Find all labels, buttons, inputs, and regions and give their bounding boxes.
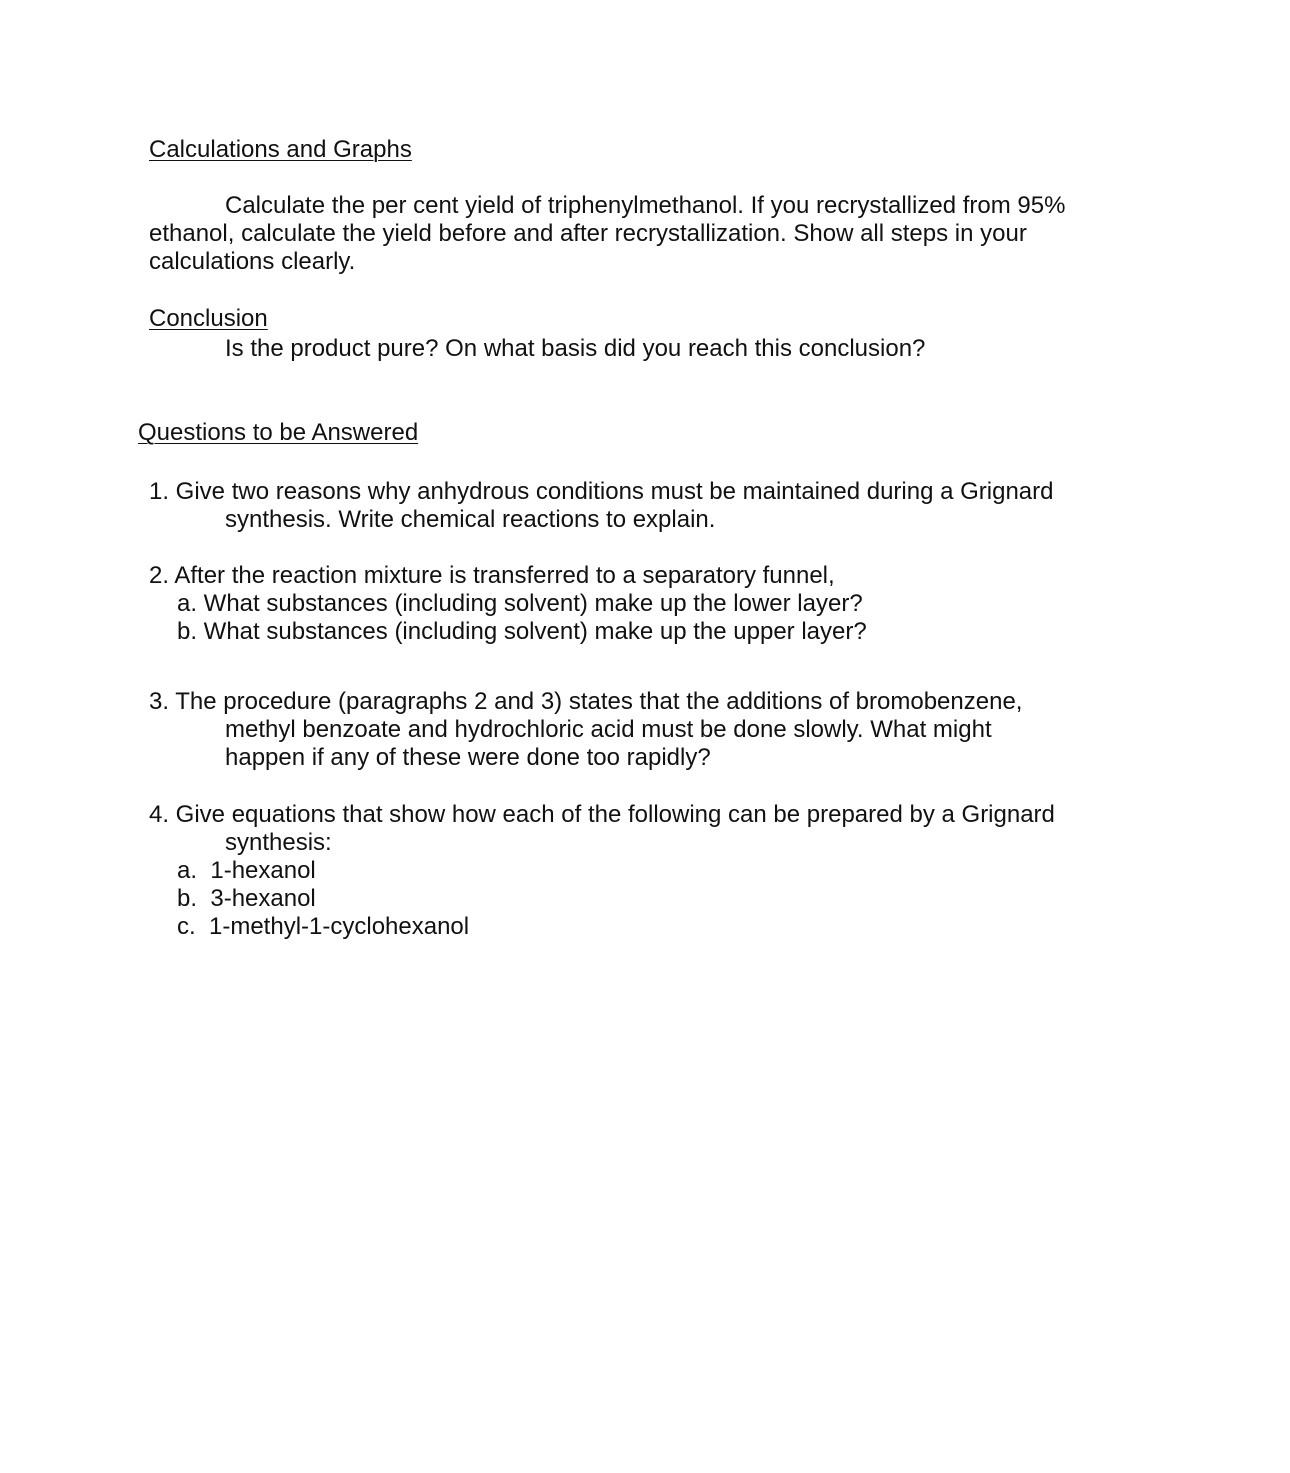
calculations-paragraph-line-1: Calculate the per cent yield of triphenylmethanol. If you recrystallized from 95% <box>225 192 1066 219</box>
question-4-line-1: 4. Give equations that show how each of the following can be prepared by a Grignard <box>149 801 1055 828</box>
question-3-line-3: happen if any of these were done too rapidly? <box>225 744 711 771</box>
question-3-line-1: 3. The procedure (paragraphs 2 and 3) states that the additions of bromobenzene, <box>149 688 1023 715</box>
question-1-line-1: 1. Give two reasons why anhydrous conditions must be maintained during a Grignard <box>149 478 1054 505</box>
question-2-item-b: b. What substances (including solvent) make up the upper layer? <box>177 618 867 645</box>
question-1-line-2: synthesis. Write chemical reactions to explain. <box>225 506 716 533</box>
question-4-line-2: synthesis: <box>225 829 332 856</box>
calculations-paragraph-line-2: ethanol, calculate the yield before and after recrystallization. Show all steps in your <box>149 220 1027 247</box>
calculations-heading: Calculations and Graphs <box>149 136 412 163</box>
conclusion-heading: Conclusion <box>149 305 268 332</box>
question-4-item-b: b. 3-hexanol <box>177 885 316 912</box>
calculations-paragraph-line-3: calculations clearly. <box>149 248 356 275</box>
questions-heading: Questions to be Answered <box>138 419 419 446</box>
question-4-item-c: c. 1-methyl-1-cyclohexanol <box>177 913 470 940</box>
question-4-item-a: a. 1-hexanol <box>177 857 316 884</box>
question-2-item-a: a. What substances (including solvent) make up the lower layer? <box>177 590 863 617</box>
question-2-lead: 2. After the reaction mixture is transferred to a separatory funnel, <box>149 562 835 589</box>
conclusion-text: Is the product pure? On what basis did you reach this conclusion? <box>225 335 926 362</box>
question-3-line-2: methyl benzoate and hydrochloric acid must be done slowly. What might <box>225 716 992 743</box>
